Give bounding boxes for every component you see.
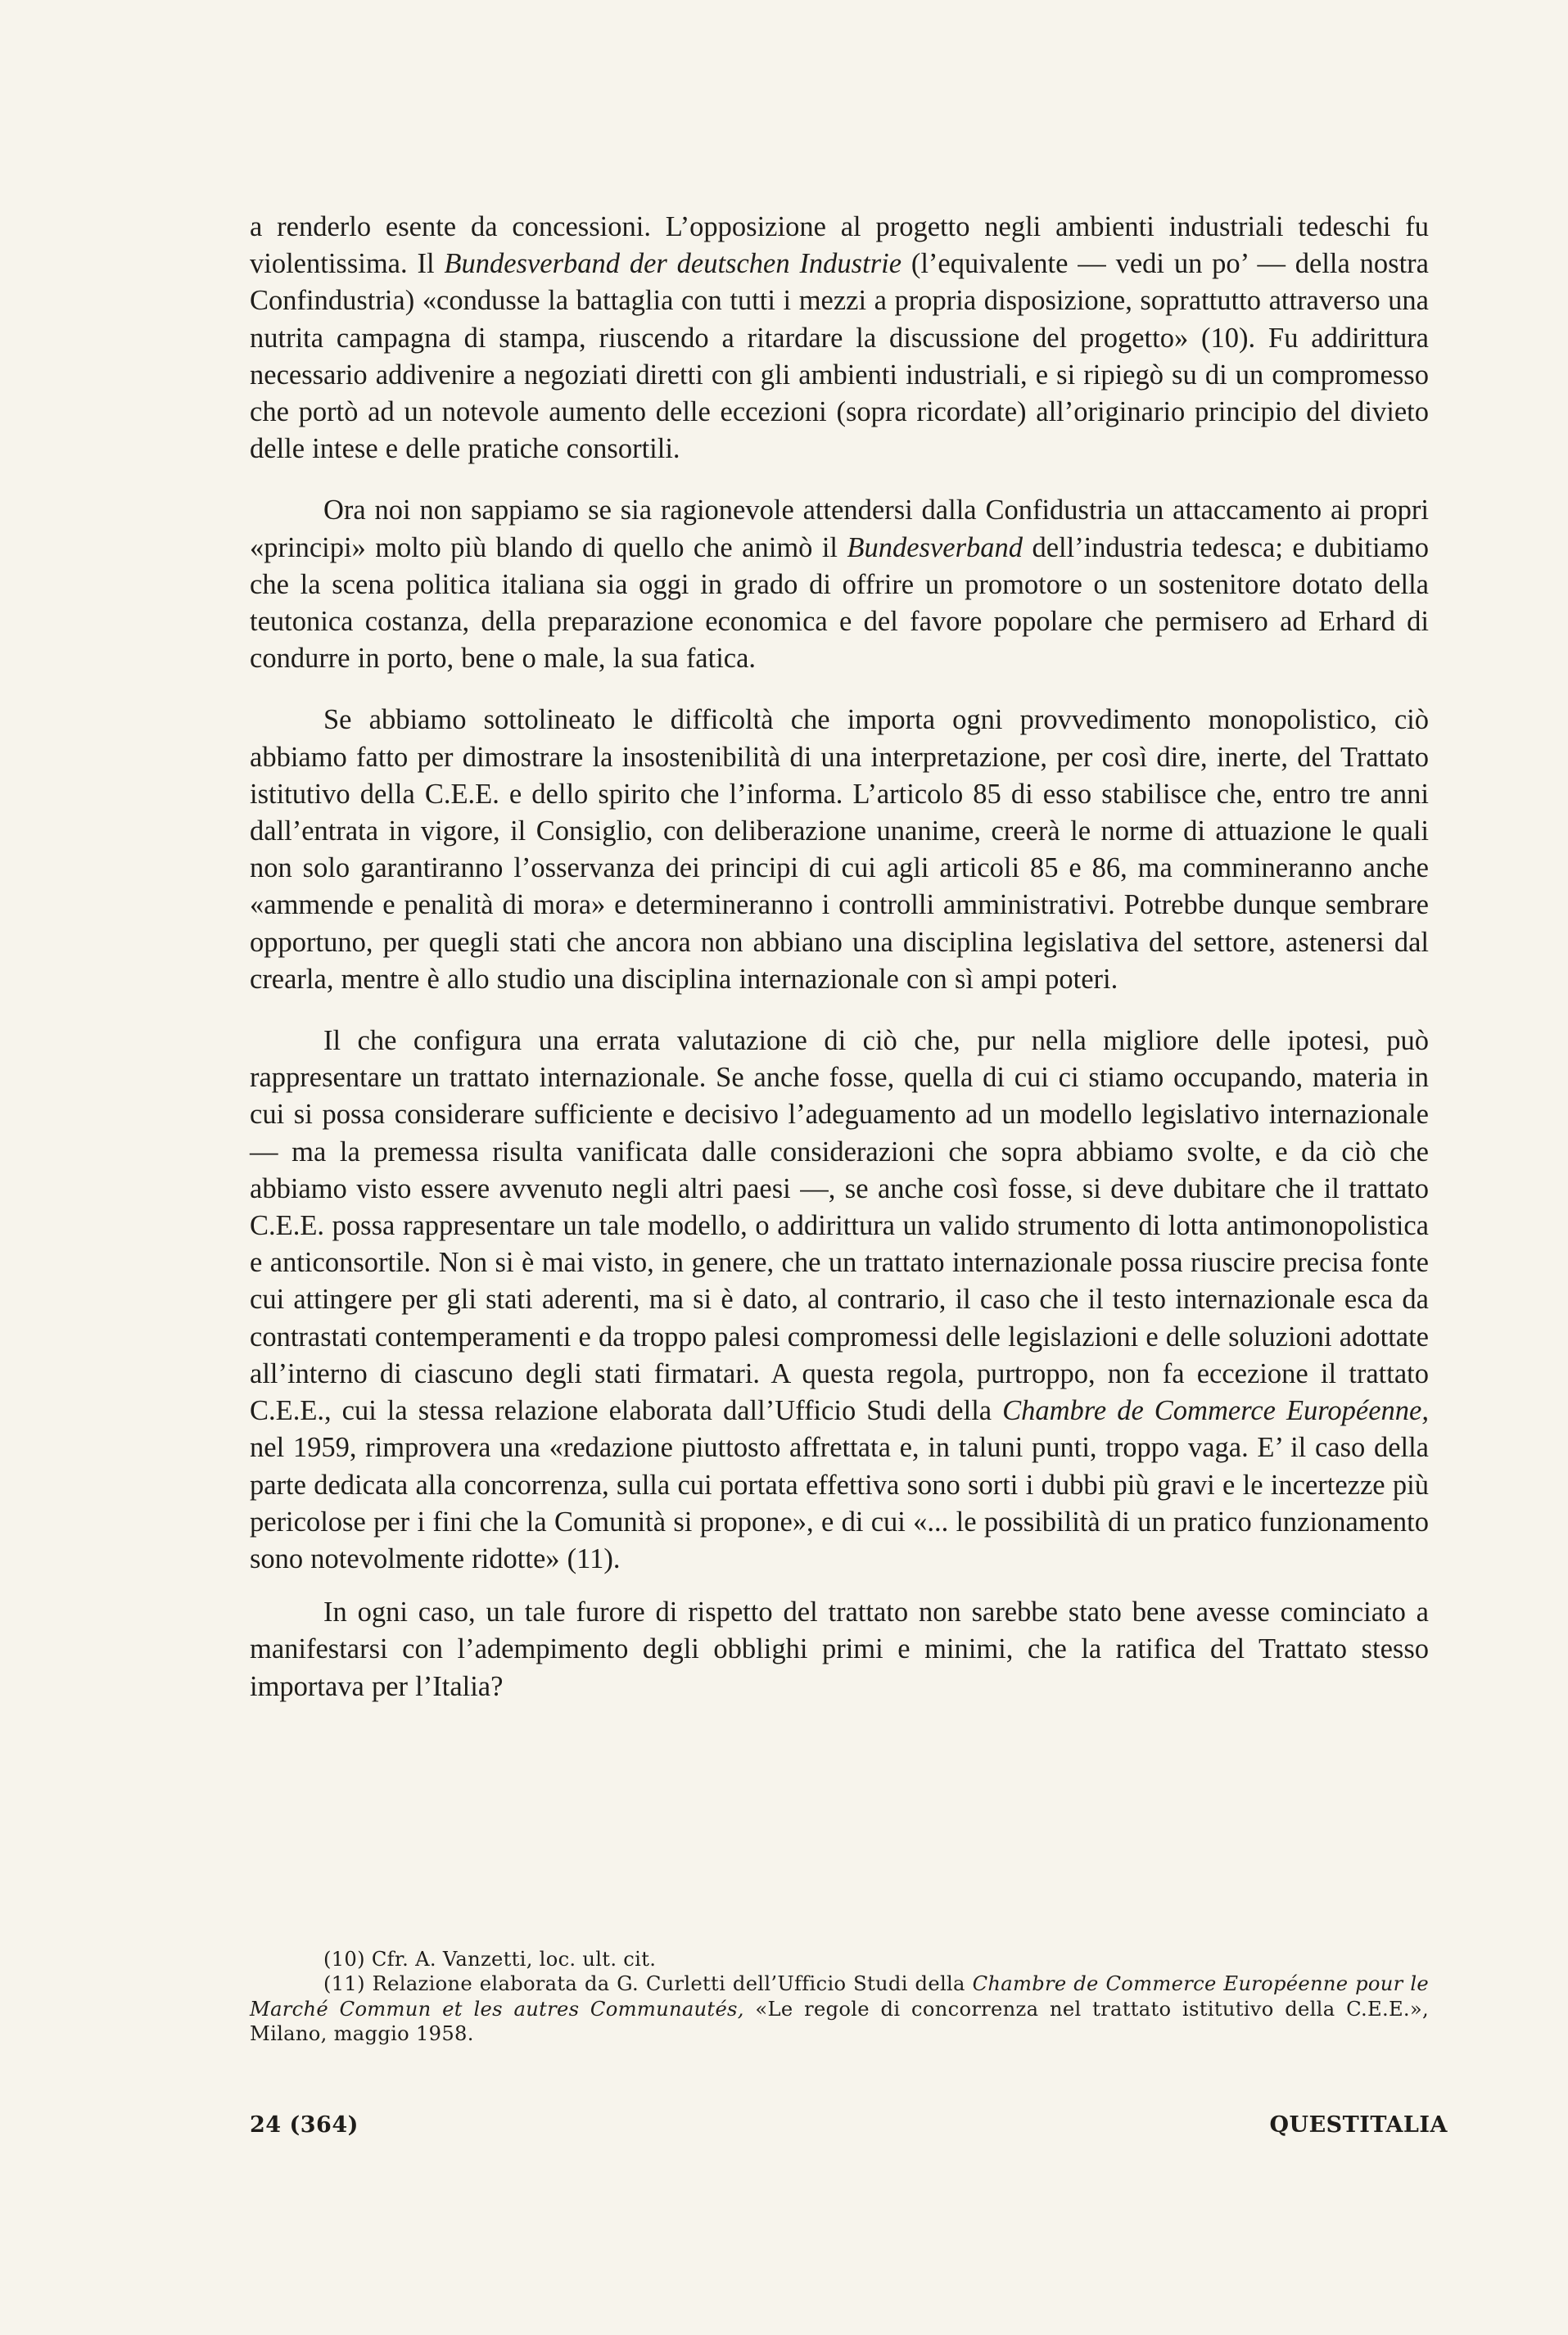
italic-run: Chambre de Commerce Européenne, <box>1002 1395 1429 1427</box>
page-number: 24 (364) <box>250 2112 359 2138</box>
text-run: a renderlo esente da concessioni. L’opposizione al progetto negli ambienti industriali tedeschi fu violentissima. Il <box>250 211 1429 280</box>
paragraph-3 <box>250 702 1429 998</box>
footnote-11 <box>250 1971 1429 2046</box>
text-run: (l’equivalente — vedi un po’ — della nostra Confindustria) «condusse la battaglia con tutti i mezzi a propria disposizione, soprattutto attraverso una nutrita campagna di stampa, riuscendo a ritardare la discussione del progetto» (10). Fu addirittura necessario addivenire a negoziati diretti con gli ambienti industriali, e si ripiegò su di un compromesso che portò ad un notevole aumento delle eccezioni (sopra ricordate) all’originario principio del divieto delle intese e delle pratiche consortili. <box>250 248 1429 465</box>
footnote-10 <box>250 1947 1429 1971</box>
italic-run: Bundesverband der deutschen Industrie <box>444 248 902 280</box>
paragraph-4 <box>250 1023 1429 1578</box>
journal-title: QUESTITALIA <box>1269 2112 1448 2138</box>
text-run: «Le regole di concorrenza nel trattato istitutivo della C.E.E.», Milano, maggio 1958. <box>250 1997 1429 2046</box>
article-body <box>250 209 1429 1730</box>
text-run: Il che configura una errata valutazione di ciò che, pur nella migliore delle ipotesi, può rappresentare un trattato internazionale. Se anche fosse, quella di cui ci stiamo occupando, materia in cui si possa considerare sufficiente e decisivo l’adeguamento ad un modello legislativo internazionale — ma la premessa risulta vanificata dalle considerazioni che sopra abbiamo svolte, e da ciò che abbiamo visto essere avvenuto negli altri paesi —, se anche così fosse, si deve dubitare che il trattato C.E.E. possa rappresentare un tale modello, o addirittura un valido strumento di lotta antimonopolistica e anticonsortile. Non si è mai visto, in genere, che un trattato internazionale possa riuscire precisa fonte cui attingere per gli stati aderenti, ma si è dato, al contrario, il caso che il testo internazionale esca da contrastati contemperamenti e da troppo palesi compromessi delle legislazioni e delle soluzioni adottate all’interno di ciascuno degli stati firmatari. A questa regola, purtroppo, non fa eccezione il trattato C.E.E., cui la stessa relazione elaborata dall’Ufficio Studi della <box>250 1025 1429 1427</box>
text-run: (11) Relazione elaborata da G. Curletti dell’Ufficio Studi della <box>323 1972 973 1996</box>
text-run: Ora noi non sappiamo se sia ragionevole attendersi dalla Confidustria un attaccamento ai propri «principi» molto più blando di quello che animò il <box>250 495 1429 563</box>
text-run: dell’industria tedesca; e dubitiamo che la scena politica italiana sia oggi in grado di offrire un promotore o un sostenitore dotato della teutonica costanza, della preparazione economica e del favore popolare che permisero ad Erhard di condurre in porto, bene o male, la sua fatica. <box>250 531 1429 675</box>
footnotes <box>250 1947 1429 2047</box>
paragraph-2 <box>250 492 1429 677</box>
text-run: (10) Cfr. A. Vanzetti, loc. ult. cit. <box>323 1948 657 1971</box>
paragraph-5 <box>250 1594 1429 1705</box>
text-run: Se abbiamo sottolineato le difficoltà che importa ogni provvedimento monopolistico, ciò abbiamo fatto per dimostrare la insostenibilità di una interpretazione, per così dire, inerte, del Trattato istitutivo della C.E.E. e dello spirito che l’informa. L’articolo 85 di esso stabilisce che, entro tre anni dall’entrata in vigore, il Consiglio, con deliberazione unanime, creerà le norme di attuazione le quali non solo garantiranno l’osservanza dei principi di cui agli articoli 85 e 86, ma commineranno anche «ammende e penalità di mora» e determineranno i controlli amministrativi. Potrebbe dunque sembrare opportuno, per quegli stati che ancora non abbiano una disciplina legislativa del settore, astenersi dal crearla, mentre è allo studio una disciplina internazionale con sì ampi poteri. <box>250 704 1429 995</box>
italic-run: Bundesverband <box>847 531 1023 563</box>
text-run: nel 1959, rimprovera una «redazione piuttosto affrettata e, in taluni punti, troppo vaga. E’ il caso della parte dedicata alla concorrenza, sulla cui portata effettiva sono sorti i dubbi più gravi e le incertezze più pericolose per i fini che la Comunità si propone», e di cui «... le possibilità di un pratico funzionamento sono notevolmente ridotte» (11). <box>250 1432 1429 1574</box>
italic-run: Chambre de Commerce Européenne pour le Marché Commun et les autres Communautés, <box>250 1972 1429 2021</box>
paragraph-1 <box>250 209 1429 467</box>
text-run: In ogni caso, un tale furore di rispetto del trattato non sarebbe stato bene avesse cominciato a manifestarsi con l’adempimento degli obblighi primi e minimi, che la ratifica del Trattato stesso importava per l’Italia? <box>250 1597 1429 1702</box>
